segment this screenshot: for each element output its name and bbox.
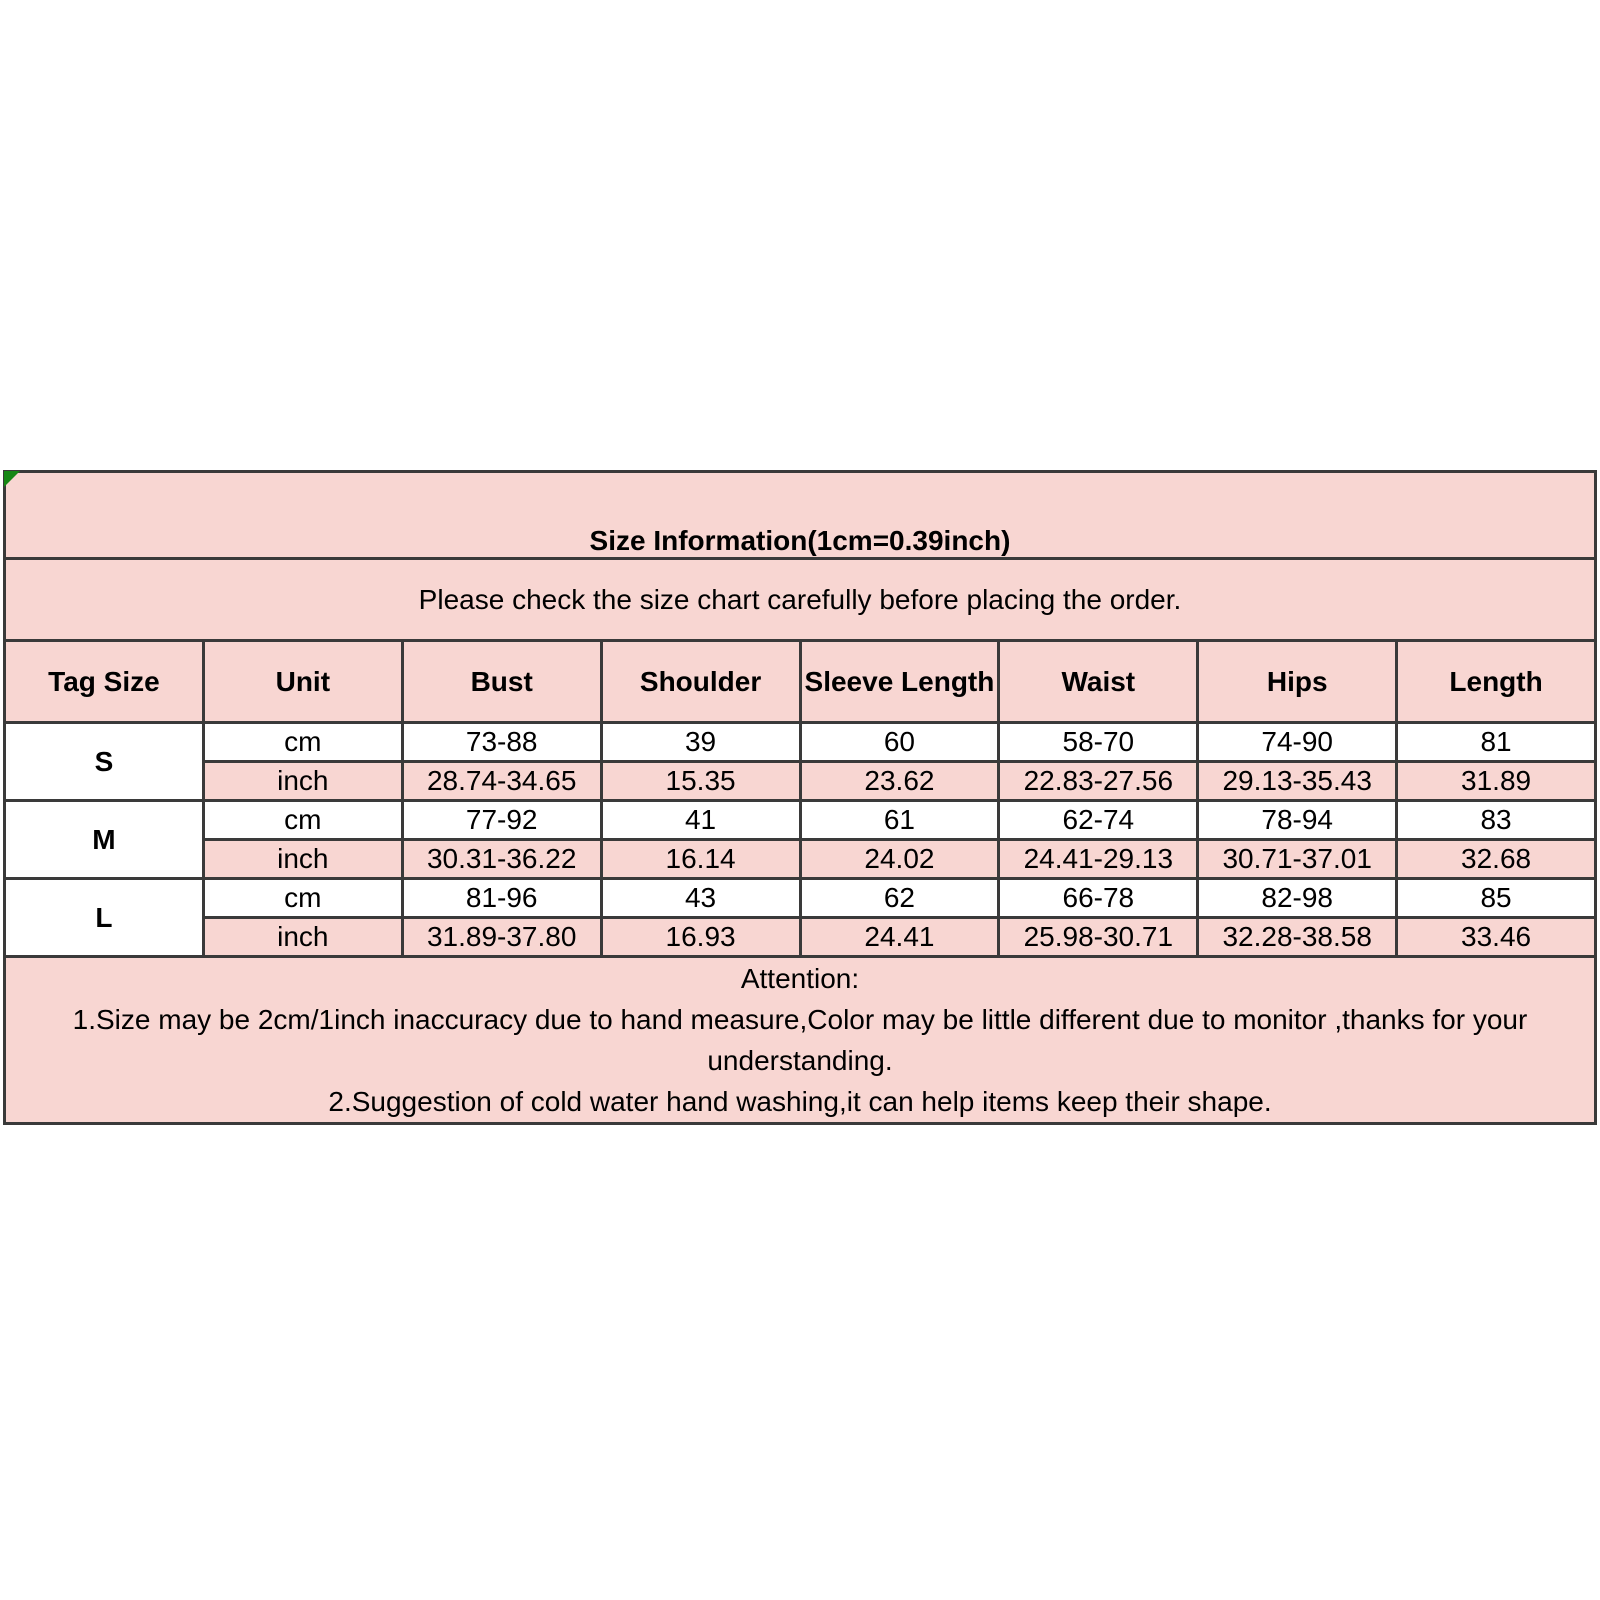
measurement-cell: 39 <box>601 723 800 762</box>
column-header-unit: Unit <box>203 641 402 723</box>
measurement-cell: 24.41-29.13 <box>999 840 1198 879</box>
column-header-hips: Hips <box>1198 641 1397 723</box>
measurement-cell: 31.89 <box>1397 762 1596 801</box>
size-l-cm-row <box>5 879 1596 918</box>
measurement-cell: 82-98 <box>1198 879 1397 918</box>
measurement-cell: 22.83-27.56 <box>999 762 1198 801</box>
column-header-shoulder: Shoulder <box>601 641 800 723</box>
measurement-cell: 23.62 <box>800 762 999 801</box>
measurement-cell: 77-92 <box>402 801 601 840</box>
measurement-cell: 78-94 <box>1198 801 1397 840</box>
attention-row <box>5 957 1596 1124</box>
size-m-cm-row <box>5 801 1596 840</box>
unit-cell: cm <box>203 879 402 918</box>
size-s-inch-row <box>5 762 1596 801</box>
measurement-cell: 60 <box>800 723 999 762</box>
measurement-cell: 33.46 <box>1397 918 1596 957</box>
title-row <box>5 472 1596 559</box>
unit-cell: inch <box>203 840 402 879</box>
measurement-cell: 32.28-38.58 <box>1198 918 1397 957</box>
measurement-cell: 28.74-34.65 <box>402 762 601 801</box>
unit-cell: cm <box>203 801 402 840</box>
unit-cell: inch <box>203 762 402 801</box>
measurement-cell: 30.71-37.01 <box>1198 840 1397 879</box>
measurement-cell: 41 <box>601 801 800 840</box>
measurement-cell: 32.68 <box>1397 840 1596 879</box>
measurement-cell: 74-90 <box>1198 723 1397 762</box>
attention-line-1: 1.Size may be 2cm/1inch inaccuracy due to hand measure,Color may be little different due to monitor ,thanks for your <box>72 1004 1528 1035</box>
measurement-cell: 61 <box>800 801 999 840</box>
measurement-cell: 73-88 <box>402 723 601 762</box>
measurement-cell: 24.02 <box>800 840 999 879</box>
column-header-bust: Bust <box>402 641 601 723</box>
column-header-sleeve-length: Sleeve Length <box>800 641 999 723</box>
measurement-cell: 66-78 <box>999 879 1198 918</box>
measurement-cell: 16.93 <box>601 918 800 957</box>
measurement-cell: 62-74 <box>999 801 1198 840</box>
attention-line-1-continued: understanding. <box>707 1045 893 1076</box>
measurement-cell: 58-70 <box>999 723 1198 762</box>
measurement-cell: 29.13-35.43 <box>1198 762 1397 801</box>
size-chart-title: Size Information(1cm=0.39inch) <box>5 472 1596 559</box>
measurement-cell: 16.14 <box>601 840 800 879</box>
column-header-waist: Waist <box>999 641 1198 723</box>
size-m-inch-row <box>5 840 1596 879</box>
size-chart-table <box>3 470 1597 1125</box>
attention-line-2: 2.Suggestion of cold water hand washing,it can help items keep their shape. <box>328 1086 1272 1117</box>
measurement-cell: 85 <box>1397 879 1596 918</box>
header-row <box>5 641 1596 723</box>
size-tag-cell: L <box>5 879 204 957</box>
size-s-cm-row <box>5 723 1596 762</box>
unit-cell: inch <box>203 918 402 957</box>
size-tag-cell: S <box>5 723 204 801</box>
measurement-cell: 24.41 <box>800 918 999 957</box>
size-tag-cell: M <box>5 801 204 879</box>
column-header-length: Length <box>1397 641 1596 723</box>
measurement-cell: 30.31-36.22 <box>402 840 601 879</box>
size-chart-subtitle: Please check the size chart carefully before placing the order. <box>5 559 1596 641</box>
column-header-tag-size: Tag Size <box>5 641 204 723</box>
measurement-cell: 31.89-37.80 <box>402 918 601 957</box>
measurement-cell: 81 <box>1397 723 1596 762</box>
measurement-cell: 43 <box>601 879 800 918</box>
subtitle-row <box>5 559 1596 641</box>
attention-note <box>5 957 1596 1124</box>
size-l-inch-row <box>5 918 1596 957</box>
attention-heading: Attention: <box>740 963 860 994</box>
unit-cell: cm <box>203 723 402 762</box>
measurement-cell: 62 <box>800 879 999 918</box>
measurement-cell: 83 <box>1397 801 1596 840</box>
measurement-cell: 25.98-30.71 <box>999 918 1198 957</box>
measurement-cell: 81-96 <box>402 879 601 918</box>
measurement-cell: 15.35 <box>601 762 800 801</box>
